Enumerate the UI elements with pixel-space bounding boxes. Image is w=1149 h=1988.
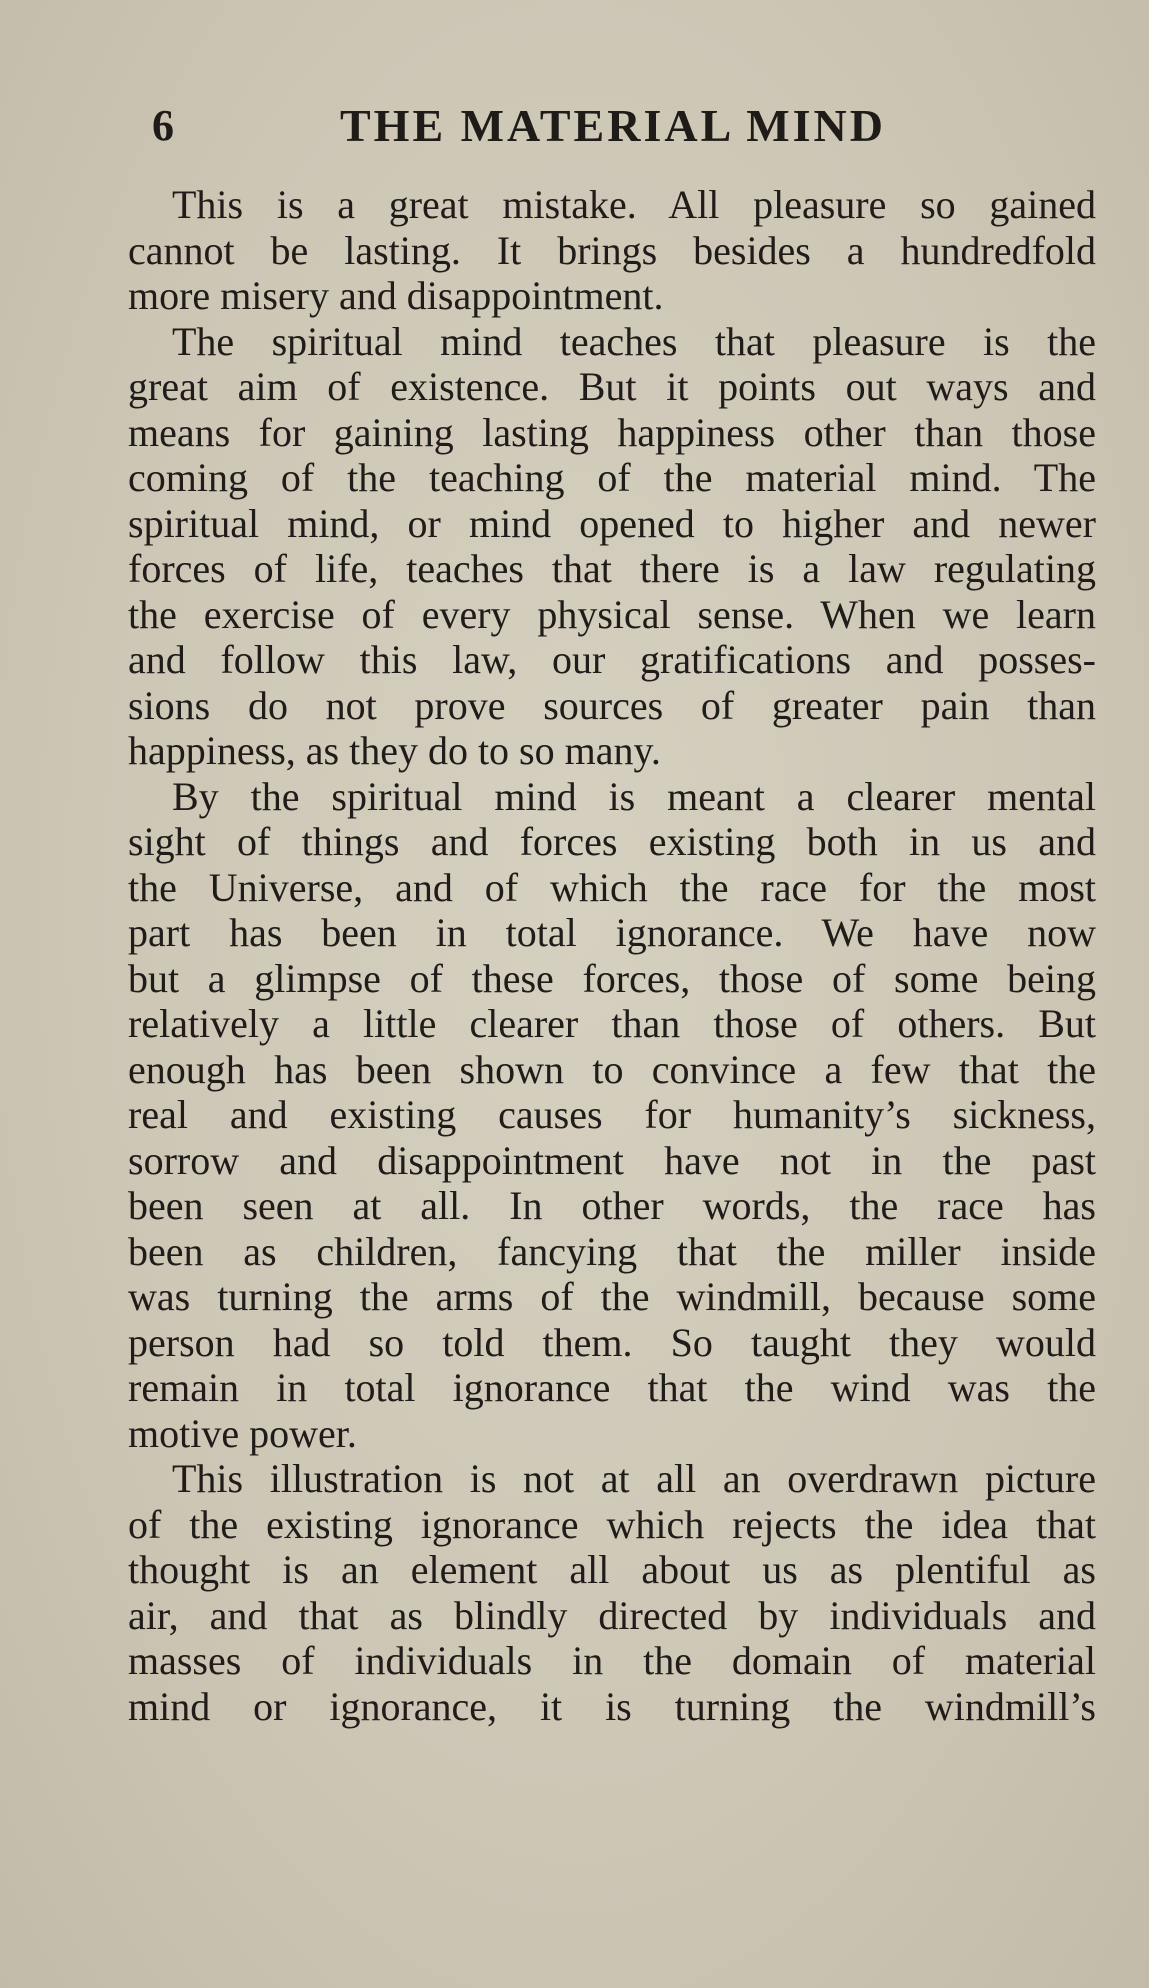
text-line: motive power. <box>128 1410 357 1456</box>
page-header <box>0 96 1149 156</box>
text-line: and follow this law, our gratifications and posses- <box>128 637 1096 682</box>
page-number: 6 <box>152 101 174 150</box>
text-line: more misery and disappointment. <box>128 273 664 318</box>
text-line: happiness, as they do to so many. <box>128 728 661 773</box>
text-line: enough has been shown to convince a few that the <box>128 1046 1096 1092</box>
text-line: cannot be lasting. It brings besides a hundredfold <box>128 227 1096 273</box>
text-line: sight of things and forces existing both in us and <box>128 819 1096 864</box>
text-line: relatively a little clearer than those of others. But <box>128 1001 1096 1046</box>
running-head: THE MATERIAL MIND <box>340 100 886 151</box>
text-line: spiritual mind, or mind opened to higher and newer <box>128 500 1096 546</box>
text-line: forces of life, teaches that there is a law regulating <box>128 546 1096 591</box>
text-line: This is a great mistake. All pleasure so gained <box>172 182 1096 227</box>
text-line: air, and that as blindly directed by individuals and <box>128 1592 1096 1638</box>
text-line: masses of individuals in the domain of material <box>128 1638 1096 1683</box>
text-line: By the spiritual mind is meant a clearer mental <box>172 773 1096 819</box>
text-line: means for gaining lasting happiness other than those <box>128 409 1096 455</box>
text-line: but a glimpse of these forces, those of some being <box>128 955 1096 1001</box>
text-line: person had so told them. So taught they would <box>128 1319 1096 1365</box>
text-line: been as children, fancying that the miller inside <box>128 1228 1096 1274</box>
text-line: remain in total ignorance that the wind was the <box>128 1365 1096 1410</box>
text-line: sions do not prove sources of greater pain than <box>128 682 1096 728</box>
text-line: of the existing ignorance which rejects the idea that <box>128 1501 1096 1547</box>
text-line: sorrow and disappointment have not in the past <box>128 1137 1096 1183</box>
text-line: thought is an element all about us as plentiful as <box>128 1547 1096 1592</box>
body-text <box>128 182 1096 1729</box>
text-line: been seen at all. In other words, the race has <box>128 1183 1096 1228</box>
text-line: the Universe, and of which the race for the most <box>128 864 1096 910</box>
text-line: the exercise of every physical sense. When we learn <box>128 591 1096 637</box>
text-line: coming of the teaching of the material mind. The <box>128 455 1096 500</box>
text-line: mind or ignorance, it is turning the windmill’s <box>128 1683 1096 1729</box>
text-line: great aim of existence. But it points out ways and <box>128 364 1096 409</box>
text-line: The spiritual mind teaches that pleasure is the <box>172 318 1096 364</box>
text-line: This illustration is not at all an overdrawn picture <box>172 1456 1096 1501</box>
text-line: was turning the arms of the windmill, because some <box>128 1274 1096 1319</box>
text-line: real and existing causes for humanity’s sickness, <box>128 1092 1096 1137</box>
text-line: part has been in total ignorance. We have now <box>128 910 1096 955</box>
